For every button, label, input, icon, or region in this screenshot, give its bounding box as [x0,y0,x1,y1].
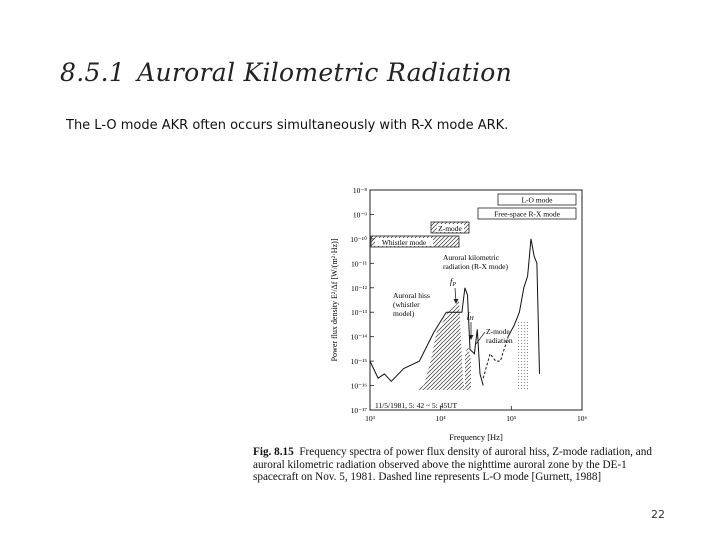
figure-caption [253,446,673,484]
band-r-x-mode-label: Free-space R-X mode [494,209,560,219]
power-flux-chart [325,180,625,445]
figure-8-15 [325,180,625,445]
caption-text: Frequency spectra of power flux density of auroral hiss, Z-mode radiation, and auroral kilometric radiation observed above the nighttime auroral zone by the DE-1 spacecraft on Nov. 5, 1981. Dashed line represents L-O mode [Gurnett, 1988] [253,446,652,483]
annotation-akr-line2: radiation (R-X mode) [443,262,508,271]
section-title: Auroral Kilometric Radiation [137,58,513,87]
annotation-fh: $f_H$ [467,310,474,322]
y-tick-label: 10⁻¹⁴ [350,332,367,342]
y-tick-label: 10⁻¹⁷ [350,406,367,415]
y-tick-label: 10⁻¹² [351,283,367,293]
annotation-zrad-line1: Z-mode [486,327,510,336]
section-number: 8.5.1 [60,58,126,87]
y-tick-label: 10⁻¹⁰ [350,234,367,244]
x-tick-label: 10⁴ [435,414,446,423]
annotation-akr-line1: Auroral kilometric [443,253,500,262]
y-tick-label: 10⁻¹⁶ [350,381,367,391]
x-tick-label: 10³ [365,414,375,423]
x-tick-label: 10⁶ [576,414,588,423]
annotation-time: 11/5/1981, 5: 42 ~ 5: 45UT [375,401,458,410]
y-tick-label: 10⁻⁹ [352,210,367,220]
caption-label: Fig. 8.15 [253,446,294,458]
annotation-hiss-line1: Auroral hiss [393,291,430,300]
annotation-fp: $f_P$ [450,276,457,288]
band-z-mode-label: Z-mode [438,224,462,233]
mode-bands [371,194,576,247]
annotation-hiss-line2: (whistler [393,300,420,309]
z-mode-area [465,345,471,390]
y-tick-label: 10⁻¹³ [351,308,367,318]
y-axis-label: Power flux density E²/Δf [W/(m²·Hz)] [330,238,339,362]
y-tick-label: 10⁻¹¹ [351,259,367,269]
x-axis-label: Frequency [Hz] [449,432,503,442]
fp-peak-area [456,300,465,390]
section-heading [60,58,512,87]
akr-dotted-area [518,320,530,390]
y-tick-label: 10⁻¹⁵ [350,357,367,367]
auroral-hiss-area [417,305,456,390]
band-whistler-mode-label: Whistler mode [381,238,427,247]
page-number: 22 [651,508,665,521]
annotation-zrad-line2: radiation [486,336,513,345]
body-text: The L-O mode AKR often occurs simultaneously with R-X mode ARK. [66,118,509,133]
x-tick-label: 10⁵ [506,414,517,423]
annotation-hiss-line3: model) [393,309,415,318]
band-l-o-mode-label: L-O mode [521,195,553,205]
y-tick-label: 10⁻⁸ [352,186,367,195]
